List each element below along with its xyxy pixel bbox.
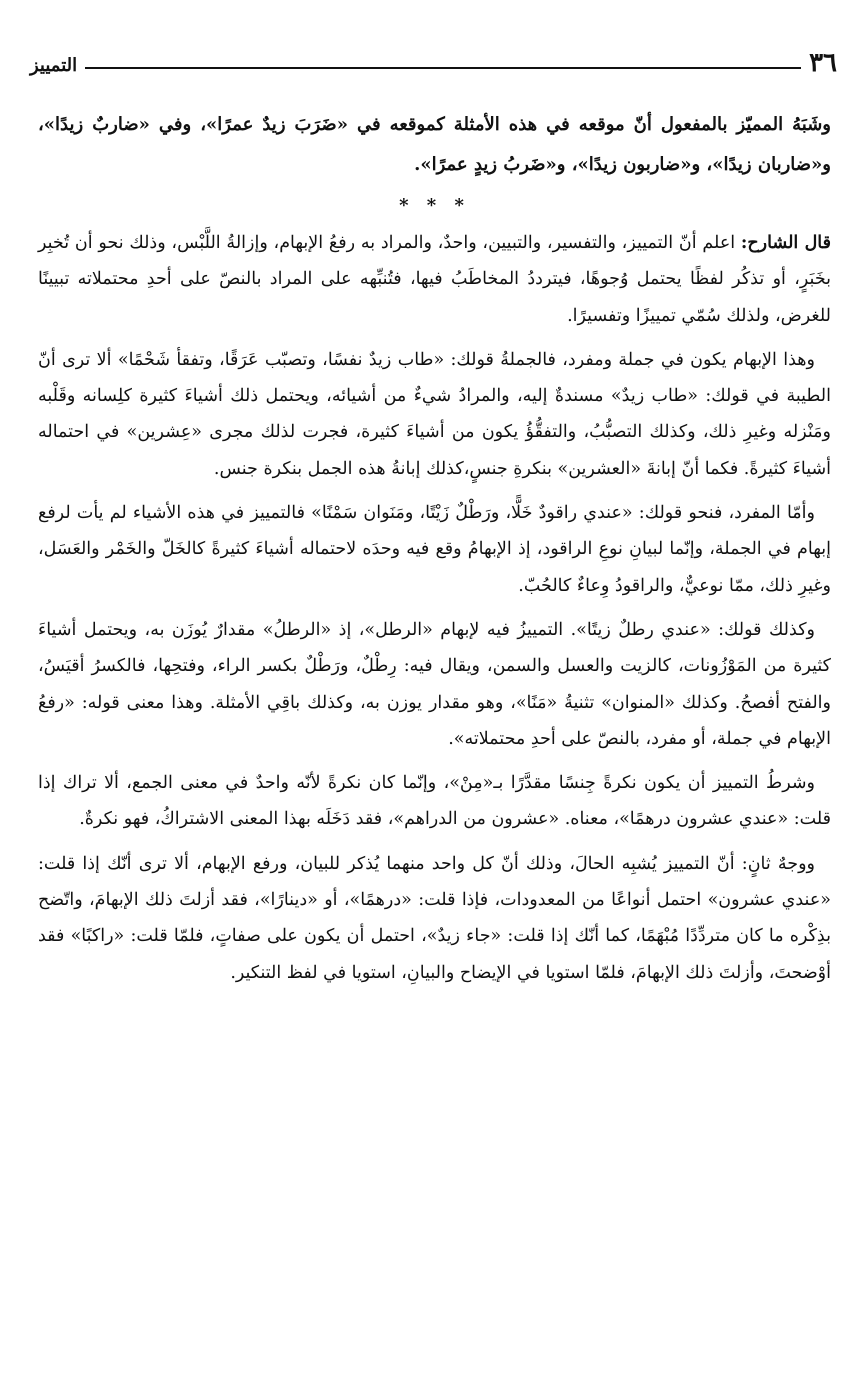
commentary-paragraph-2: وهذا الإبهام يكون في جملة ومفرد، فالجملةُ قولك: «طاب زيدٌ نفسًا، وتصبّب عَرَقًا، وتفقأ شَحْمًا» ألا ترى أنّ الطيبة في قولك: «طاب زيدٌ» مسندةٌ إليه، والمرادُ شيءٌ من أشيائه، ويحتمل ذلك أشياءَ كثيرة كلِسانه وقَلْبه ومَنْزله وغيرِ ذلك، وكذلك التصبُّبُ، والتفقُّؤُ يكون من أشياءَ كثيرة، فجرت لذلك مجرى «عِشرين» في احتماله أشياءَ كثيرةً. فكما أنّ إبانةَ «العشرين» بنكرةِ جنسٍ،كذلك إبانةُ هذه الجمل بنكرة جنس. [38,349,831,479]
page-number: ٣٦ [809,48,837,78]
commentary-paragraph-6: ووجهٌ ثانٍ: أنّ التمييز يُشبِه الحالَ، وذلك أنّ كل واحد منهما يُذكر للبيان، ورفع الإبهام، ألا ترى أنّك إذا قلت: «عندي عشرون» احتمل أنواعًا من المعدودات، فإذا قلت: «درهمًا»، أو «دينارًا»، فقد أزلتَ ذلك الإبهامَ، واتّضح بذِكْره ما كان متردِّدًا مُبْهَمًا، كما أنّك إذا قلت: «جاء زيدٌ»، احتمل أن يكون على صفاتٍ، فلمّا قلت: «راكبًا» فقد أوْضحتَ، وأزلتَ ذلك الإبهامَ، فلمّا استويا في الإيضاح والبيانِ، استويا في لفظ التنكير. [38,853,831,983]
running-title: التمييز [30,55,78,76]
commentary-paragraph-5: وشرطُ التمييز أن يكون نكرةً جِنسًا مقدَّرًا بـ«مِنْ»، وإنّما كان نكرةً لأنّه واحدٌ في معنى الجمع، ألا تراك إذا قلت: «عندي عشرون درهمًا»، معناه. «عشرون من الدراهم»، فقد دَخَلَه بهذا المعنى الاشتراكُ، فهو نكرةٌ. [38,773,831,830]
paragraph-text: اعلم أنّ التمييز، والتفسير، والتبيين، واحدٌ، والمراد به رفعُ الإبهام، وإزالةُ اللَّبْس، وذلك نحو أن تُخبِر بخَبَرٍ، أو تذكُر لفظًا يحتمل وُجوهًا، فيترددُ المخاطَبُ فيها، فتُنبِّهه على المراد بالنصّ على أحدِ محتملاته تبيينًا للغرض، ولذلك سُمّي تمييزًا وتفسيرًا. [38,233,831,326]
section-separator: * * * [399,195,470,216]
page-body [38,105,831,999]
intro-paragraph: وشَبَهُ المميّز بالمفعول أنّ موقعه في هذه الأمثلة كموقعه في «ضَرَبَ زيدٌ عمرًا»، وفي «ضاربٌ زيدًا»، و«ضاربان زيدًا»، و«ضاربون زيدًا»، و«ضَربُ زيدٍ عمرًا». [38,114,832,175]
header-rule [85,67,801,69]
commentary-paragraph-1 [38,225,831,334]
commentary-paragraph-4: وكذلك قولك: «عندي رطلٌ زيتًا». التمييزُ فيه لإبهام «الرطل»، إذ «الرطلُ» مقدارٌ يُوزَن به، ويحتمل أشياءَ كثيرة من المَوْزُونات، كالزيت والعسل والسمن، ويقال فيه: رِطْلٌ، ورَطْلٌ بكسر الراء، وفتحِها، فالكسرُ أقيَسُ، والفتح أفصحُ. وكذلك «المنوان» تثنيةُ «مَنًا»، وهو مقدار يوزن به، وكذلك باقِي الأمثلة. وهذا معنى قوله: «رفعُ الإبهام في جملة، أو مفرد، بالنصّ على أحدِ محتملاته». [38,619,831,749]
commentary-paragraph-3: وأمّا المفرد، فنحو قولك: «عندي راقودٌ خَلًّا، ورَطْلٌ زَيْتًا، ومَنَوان سَمْنًا» فالتمييز في هذه الأشياء لم يأت لرفع إبهام في الجملة، وإنّما لبيانِ نوعِ الراقود، إذ الإبهامُ وقع فيه وحدَه لاحتماله أشياءَ كثيرةً كالخَلّ والخَمْر والعَسَل، وغيرِ ذلك، ممّا نوعيٌّ، والراقودُ وِعاءٌ كالحُبّ. [38,503,831,596]
running-header [30,38,837,78]
speaker-label: قال الشارح: [740,233,831,253]
